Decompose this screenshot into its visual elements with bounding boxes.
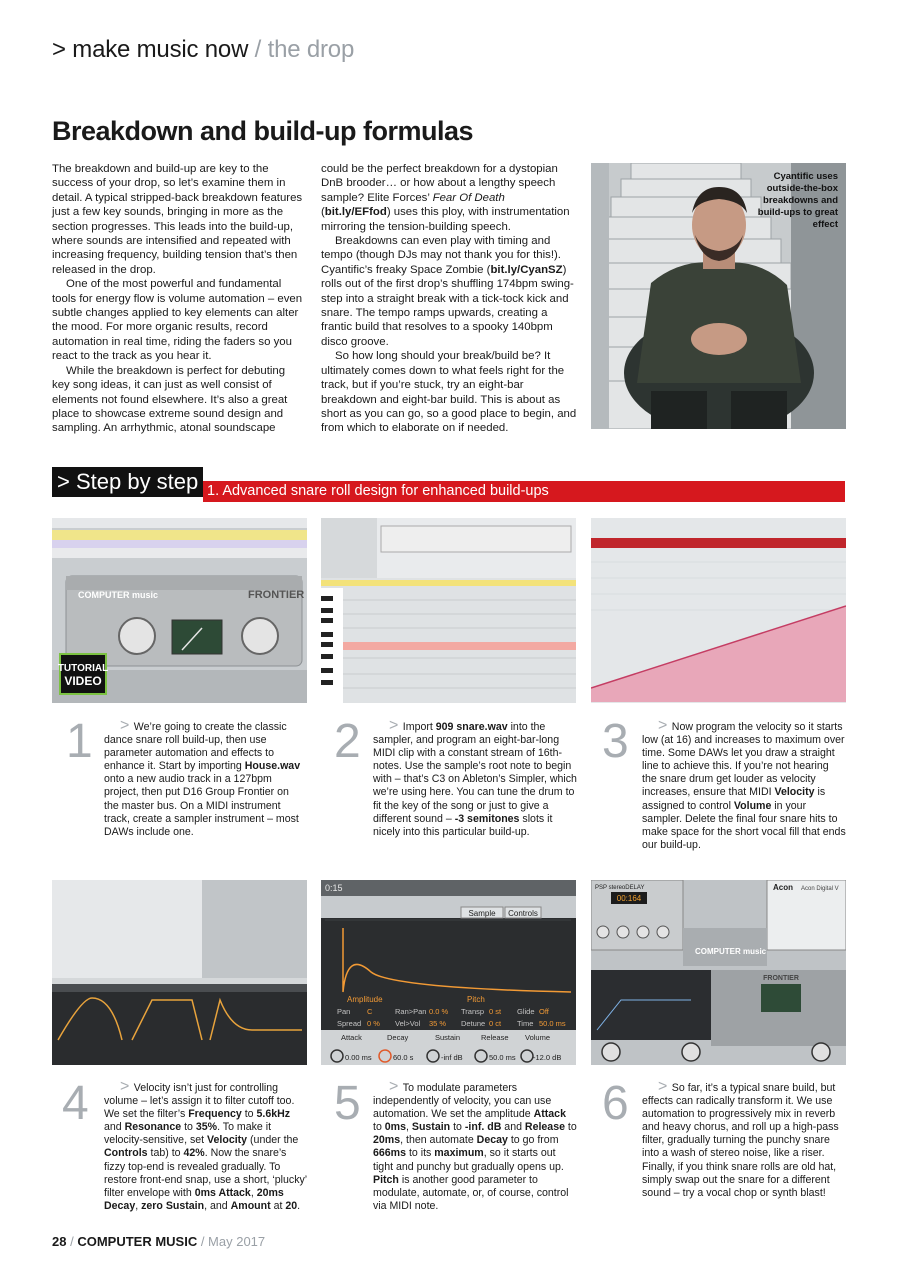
step-text-2	[373, 719, 577, 839]
step-text-run: tab) to	[147, 1147, 184, 1160]
pitch-label: Pitch	[467, 995, 485, 1004]
issue-date: May 2017	[208, 1234, 266, 1249]
link-cyansz[interactable]: bit.ly/CyanSZ	[490, 263, 563, 276]
paragraph: could be the perfect breakdown for a dystopian DnB brooder… or how about a lengthy speech sample? Elite Forces’ Fear Of Death (bit.ly/EFfod) uses this ploy, with instrumentation mirroring the tension-building speech.	[321, 163, 570, 233]
tab-controls: Controls	[508, 909, 538, 918]
step-text-run: (under the	[247, 1134, 299, 1147]
svg-text:0 %: 0 %	[367, 1019, 380, 1028]
step-text-run: is another good parameter to modulate, automate, or, of course, control via MIDI note.	[373, 1173, 569, 1212]
step-text-run: We’re going to create the classic dance snare roll build-up, then use parameter automation and effects to enhance it. Start by importing	[104, 721, 287, 773]
step-emphasis: Release	[524, 1121, 565, 1134]
step-text-run: Velocity isn’t just for controlling volume – let’s assign it to filter cutoff too. We set the filter’s	[104, 1082, 295, 1121]
paragraph: So how long should your break/build be? It ultimately comes down to what feels right for the track, but if you’re stuck, try an eight-bar breakdown and eight-bar build. This is about as short as you can go, so a good place to begin, and from which to elaborate on if needed.	[321, 350, 577, 435]
screenshot-4	[52, 880, 307, 1065]
step-emphasis: 0ms Attack	[194, 1186, 251, 1199]
step-number-3: 3	[602, 715, 629, 768]
photo-caption: Cyantific uses outside-the-box breakdowns and build-ups to great effect	[757, 171, 838, 230]
step-text-3	[642, 719, 846, 852]
svg-text:Ran>Pan: Ran>Pan	[395, 1007, 427, 1016]
delay-time: 00:164	[616, 894, 642, 903]
step-emphasis: -inf. dB	[464, 1121, 502, 1134]
svg-text:C: C	[367, 1007, 373, 1016]
svg-text:Release: Release	[481, 1033, 509, 1042]
acon-label: Acon	[773, 883, 793, 892]
step-text-run: . Now the snare’s fizzy top-end is revealed gradually. To restore front-end snap, use a short, ‘plucky’ filter envelope with	[104, 1147, 307, 1199]
step-text-run: Import	[402, 721, 436, 733]
brand-label: COMPUTER music	[695, 947, 767, 956]
step-emphasis: Velocity	[774, 786, 815, 799]
step-emphasis: Sustain	[411, 1121, 451, 1134]
step-number-6: 6	[602, 1077, 629, 1130]
svg-text:50.0 ms: 50.0 ms	[489, 1053, 516, 1062]
step-arrow-icon: >	[658, 717, 672, 734]
svg-text:-inf dB: -inf dB	[441, 1053, 463, 1062]
paragraph: Breakdowns can even play with timing and tempo (though DJs may not thank you for this!). Cyantific’s freaky Space Zombie (bit.ly/CyanSZ) rolls out of the first drop’s shuffling 174bpm swing-step into a straight break with a tick-tock kick and snare. The tempo ramps upwards, creating a frantic build that resolves to a spooky 140bpm disco groove.	[321, 235, 574, 348]
step-text-run: to	[241, 1108, 257, 1121]
step-text-run: ,	[405, 1121, 412, 1134]
video-label: VIDEO	[64, 674, 102, 688]
svg-text:Time: Time	[517, 1019, 534, 1028]
step-number-1: 1	[66, 715, 93, 768]
step-text-run: , so it starts out tight and punchy but gradually opens up.	[373, 1147, 564, 1173]
step-text-run: to	[373, 1121, 385, 1134]
step-emphasis: Pitch	[373, 1173, 399, 1186]
svg-text:Pan: Pan	[337, 1007, 351, 1016]
step-emphasis: 20ms Decay	[104, 1186, 284, 1212]
link-efFod[interactable]: bit.ly/EFfod	[324, 206, 387, 219]
acon-product: Acon Digital V	[801, 886, 839, 892]
step-arrow-icon: >	[120, 717, 134, 734]
step-emphasis: House.wav	[244, 760, 301, 773]
step-text-run: and	[501, 1121, 525, 1134]
paragraph: The breakdown and build-up are key to the success of your drop, so let’s examine them in detail. A typical stripped-back breakdown features just a few key sounds, bringing in more as the section progresses. This leads into the build-up, where sounds are intensified and repeated with increasing frequency, building tension that’s then released in the drop.	[52, 163, 303, 276]
step-arrow-icon: >	[389, 1078, 403, 1095]
step-by-step-heading: 1. Advanced snare roll design for enhanced build-ups	[203, 481, 845, 502]
step-emphasis: 35%	[195, 1121, 218, 1134]
svg-text:Transp: Transp	[461, 1007, 485, 1016]
step-number-5: 5	[334, 1077, 361, 1130]
svg-text:0 st: 0 st	[489, 1007, 502, 1016]
step-emphasis: Velocity	[207, 1134, 248, 1147]
section-divider: /	[248, 36, 268, 63]
screenshot-3	[591, 518, 846, 703]
magazine-name: COMPUTER MUSIC	[77, 1234, 198, 1249]
section-header	[52, 36, 354, 64]
amp-label: Amplitude	[347, 995, 383, 1004]
step-emphasis: Amount	[230, 1199, 271, 1212]
step-emphasis: Decay	[476, 1134, 508, 1147]
step-text-run: Now program the velocity so it starts low (at 16) and increases to maximum over time. Some DAWs let you draw a straight line to achieve this. If you’re not hearing the snare drum get louder as velocity increases, ensure that MIDI	[642, 721, 845, 799]
page-number: 28	[52, 1234, 67, 1249]
step-number-4: 4	[62, 1077, 89, 1130]
step-text-run: slots it nicely into this particular build-up.	[373, 812, 553, 838]
step-arrow-icon: >	[120, 1078, 134, 1095]
article-title: Breakdown and build-up formulas	[52, 116, 474, 146]
svg-text:Attack: Attack	[341, 1033, 362, 1042]
step-arrow-icon: >	[658, 1078, 672, 1095]
svg-text:0.0 %: 0.0 %	[429, 1007, 449, 1016]
svg-text:60.0 s: 60.0 s	[393, 1053, 414, 1062]
svg-text:Off: Off	[539, 1007, 549, 1016]
step-text-run: to	[450, 1121, 465, 1134]
step-text-run: , then automate	[400, 1134, 477, 1147]
step-emphasis: Controls	[104, 1147, 148, 1160]
frontier-label: FRONTIER	[763, 975, 799, 982]
step-text-run: ,	[250, 1186, 257, 1199]
article-column-2	[321, 162, 577, 436]
svg-text:35 %: 35 %	[429, 1019, 447, 1028]
step-text-run: and	[104, 1121, 125, 1134]
screenshot-2	[321, 518, 576, 703]
step-emphasis: Resonance	[124, 1121, 182, 1134]
step-text-run: to go from	[507, 1134, 559, 1147]
step-emphasis: Volume	[733, 799, 772, 812]
step-arrow-icon: >	[389, 717, 403, 734]
artist-photo	[591, 163, 846, 429]
svg-text:Sustain: Sustain	[435, 1033, 461, 1042]
delay-label: PSP stereoDELAY	[595, 885, 645, 891]
step-emphasis: 42%	[183, 1147, 205, 1160]
step-emphasis: 20ms	[373, 1134, 401, 1147]
step-emphasis: Frequency	[188, 1108, 242, 1121]
step-text-run: into the sampler, and program an eight-bar-long MIDI clip with a constant stream of 16th-notes. Use the sample’s root note to begin with – that’s C3 on Ableton’s Simpler, which we’re using here. You can tune the drum to fit the key of the song or just to give a different sound –	[373, 721, 577, 825]
step-text-run: .	[297, 1199, 301, 1212]
article-column-1	[52, 162, 304, 436]
step-text-1	[104, 719, 301, 839]
section-label: > make music now	[52, 36, 249, 63]
footer-divider: /	[66, 1234, 78, 1249]
step-text-run: . To make it velocity-sensitive, set	[104, 1121, 272, 1147]
step-text-run: To modulate parameters independently of velocity, you can use automation. We set the amplitude	[373, 1082, 552, 1121]
svg-text:Detune: Detune	[461, 1019, 486, 1028]
step-by-step-tag: > Step by step	[52, 467, 203, 497]
svg-text:Vel>Vol: Vel>Vol	[395, 1019, 421, 1028]
step-emphasis: Attack	[533, 1108, 566, 1121]
step-emphasis: -3 semitones	[454, 812, 520, 825]
svg-text:-12.0 dB: -12.0 dB	[533, 1053, 562, 1062]
screenshot-6	[591, 880, 846, 1065]
paragraph: One of the most powerful and fundamental tools for energy flow is volume automation – even subtle changes applied to key elements can alter the mood. For more organic results, record automation in real time, riding the faders so you react to the track as you hear it.	[52, 278, 303, 363]
timecode: 0:15	[325, 883, 343, 893]
step-emphasis: 20	[285, 1199, 298, 1212]
svg-text:Volume: Volume	[525, 1033, 551, 1042]
step-emphasis: 909 snare.wav	[435, 721, 508, 733]
step-text-6	[642, 1080, 846, 1200]
step-text-4	[104, 1080, 307, 1213]
svg-text:0 ct: 0 ct	[489, 1019, 502, 1028]
tutorial-label: TUTORIAL	[57, 663, 109, 674]
paragraph: While the breakdown is perfect for debuting key song ideas, it can just as well consist of elements not found elsewhere. It’s also a great place to showcase extreme sound design and sampling. An arrhythmic, atonal soundscape	[52, 364, 288, 435]
step-text-run: onto a new audio track in a 127bpm project, then put D16 Group Frontier on the master bus. On a MIDI instrument track, create a sampler instrument – most DAWs include one.	[104, 773, 299, 838]
plugin-label: FRONTIER	[248, 589, 305, 601]
step-emphasis: zero Sustain	[141, 1199, 205, 1212]
step-text-run: at	[270, 1199, 286, 1212]
step-text-run: to its	[406, 1147, 435, 1160]
step-text-5	[373, 1080, 577, 1213]
subsection-label: the drop	[267, 36, 355, 63]
step-text-run: ,	[135, 1199, 142, 1212]
step-text-run: is assigned to control	[642, 786, 826, 812]
tab-sample: Sample	[468, 909, 496, 918]
step-text-run: So far, it’s a typical snare build, but effects can radically transform it. We use automation to progressively mix in reverb and heavy chorus, and roll up a high-pass filter, gradually turning the punchy snare into a wash of stereo noise, like a riser. Finally, if you think snare rolls are old hat, simply swap out the snare for a different sound – try a vocal chop or synth blast!	[642, 1082, 839, 1199]
step-emphasis: maximum	[434, 1147, 484, 1160]
step-text-run: to	[564, 1121, 577, 1134]
step-emphasis: 666ms	[373, 1147, 406, 1160]
screenshot-5	[321, 880, 576, 1065]
step-text-run: to	[181, 1121, 196, 1134]
svg-text:0.00 ms: 0.00 ms	[345, 1053, 372, 1062]
step-text-run: , and	[204, 1199, 231, 1212]
step-text-run: in your sampler. Delete the final four snare hits to make space for the short vocal fill that ends our build-up.	[642, 799, 846, 851]
svg-text:50.0 ms: 50.0 ms	[539, 1019, 566, 1028]
step-emphasis: 0ms	[384, 1121, 406, 1134]
svg-text:Decay: Decay	[387, 1033, 409, 1042]
svg-text:Spread: Spread	[337, 1019, 362, 1028]
brand-label: COMPUTER music	[78, 590, 159, 600]
page-footer: 28 / COMPUTER MUSIC / May 2017	[52, 1234, 266, 1249]
screenshot-1	[52, 518, 307, 703]
step-number-2: 2	[334, 715, 361, 768]
svg-text:Glide: Glide	[517, 1007, 535, 1016]
step-emphasis: 5.6kHz	[256, 1108, 291, 1121]
